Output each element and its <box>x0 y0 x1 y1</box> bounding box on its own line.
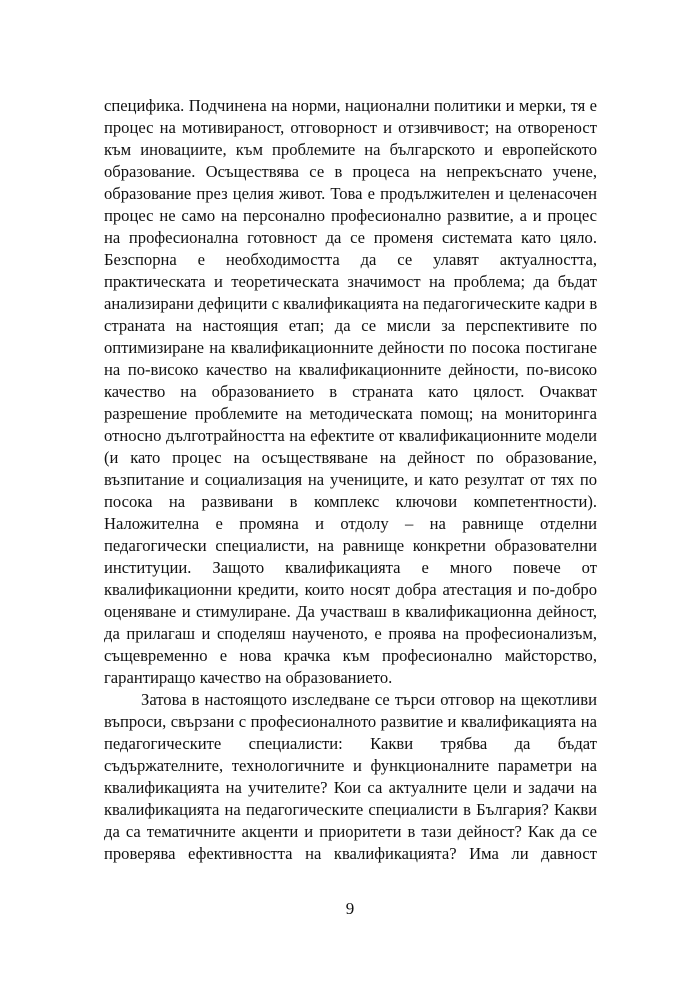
text-line: квалификацията на педагогическите специалисти в България? Какви <box>104 800 597 819</box>
text-line: на по-високо качество на квалификационните дейности, по-високо <box>104 360 597 379</box>
text-line: същевременно е нова крачка към професионално майсторство, <box>104 646 597 665</box>
text-line: институции. Защото квалификацията е много повече от <box>104 558 597 577</box>
text-line: да прилагаш и споделяш наученото, е проява на професионализъм, <box>104 624 597 643</box>
text-line: възпитание и социализация на учениците, и като резултат от тях по <box>104 470 597 489</box>
text-line: оценяване и стимулиране. Да участваш в квалификационна дейност, <box>104 602 597 621</box>
text-line: анализирани дефицити с квалификацията на педагогическите кадри в <box>104 294 598 313</box>
text-line: проверява ефективността на квалификацията? Има ли давност <box>104 844 597 863</box>
text-line: образование. Осъществява се в процеса на непрекъснато учене, <box>104 162 597 181</box>
text-line: гарантиращо качество на образованието. <box>104 668 393 687</box>
text-line: практическата и теоретическата значимост на проблема; да бъдат <box>104 272 597 291</box>
text-line: на професионална готовност да се променя системата като цяло. <box>104 228 597 247</box>
text-line: образование през целия живот. Това е продължителен и целенасочен <box>104 184 597 203</box>
text-line: съдържателните, технологичните и функционалните параметри на <box>104 756 597 775</box>
text-line: към иновациите, към проблемите на българското и европейското <box>104 140 597 159</box>
text-line: оптимизиране на квалификационните дейности по посока постигане <box>104 338 597 357</box>
text-line: страната на настоящия етап; да се мисли за перспективите по <box>104 316 597 335</box>
text-line: процес не само на персонално професионално развитие, а и процес <box>104 206 597 225</box>
text-line: (и като процес на осъществяване на дейност по образование, <box>104 448 597 467</box>
text-line: квалификацията на учителите? Кои са актуалните цели и задачи на <box>104 778 597 797</box>
text-line: разрешение проблемите на методическата помощ; на мониторинга <box>104 404 597 423</box>
text-line: да са тематичните акценти и приоритети в тази дейност? Как да се <box>104 822 597 841</box>
text-line: относно дълготрайността на ефектите от квалификационните модели <box>104 426 597 445</box>
text-line: Затова в настоящото изследване се търси отговор на щекотливи <box>141 690 597 709</box>
text-line: Наложителна е промяна и отдолу – на равнище отделни <box>104 514 597 533</box>
text-line: посока на развивани в комплекс ключови компетентности). <box>104 492 597 511</box>
text-line: квалификационни кредити, които носят добра атестация и по-добро <box>104 580 597 599</box>
text-line: педагогически специалисти, на равнище конкретни образователни <box>104 536 597 555</box>
text-line: качество на образованието в страната като цялост. Очакват <box>104 382 597 401</box>
text-line: педагогическите специалисти: Какви трябва да бъдат <box>104 734 597 753</box>
text-line: Безспорна е необходимостта да се улавят актуалността, <box>104 250 597 269</box>
text-line: процес на мотивираност, отговорност и отзивчивост; на отвореност <box>104 118 597 137</box>
page-number: 9 <box>345 899 355 918</box>
text-line: въпроси, свързани с професионалното развитие и квалификацията на <box>104 712 597 731</box>
text-line: специфика. Подчинена на норми, национални политики и мерки, тя е <box>104 96 597 115</box>
